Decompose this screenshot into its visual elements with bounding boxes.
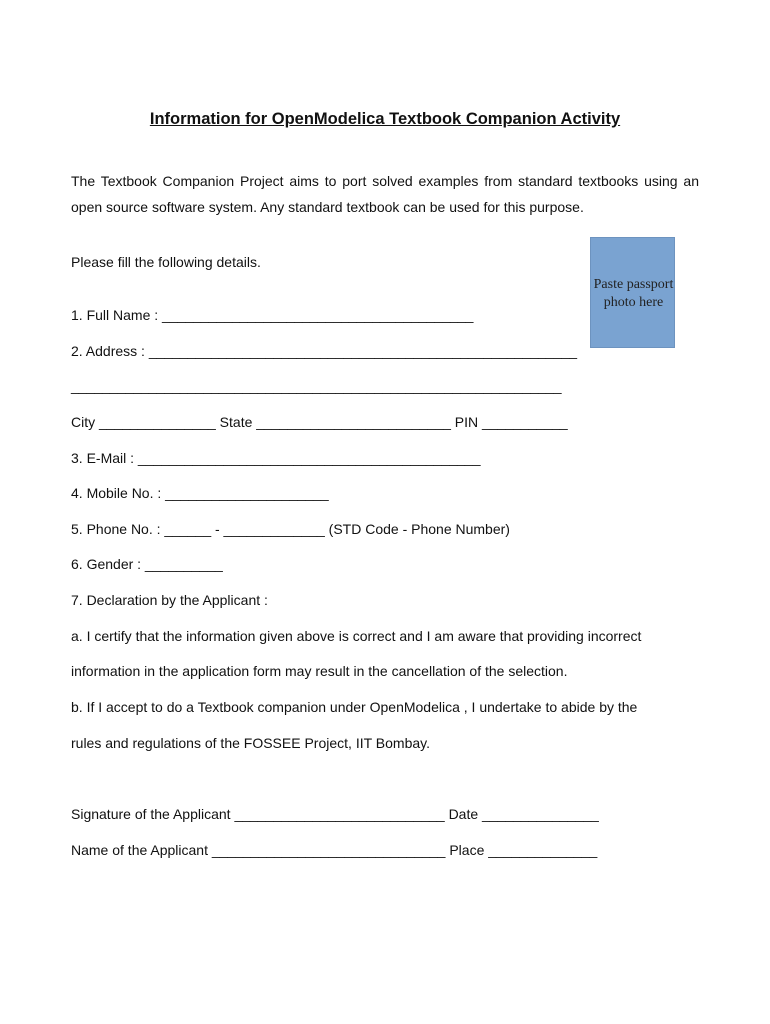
intro-paragraph: The Textbook Companion Project aims to port solved examples from standard textbooks using an open source software system. Any standard textbook can be used for this purpose.	[71, 173, 699, 215]
gender-field[interactable]: 6. Gender : __________	[71, 556, 223, 572]
declaration-a-line-2: information in the application form may result in the cancellation of the selection.	[71, 663, 568, 679]
declaration-heading: 7. Declaration by the Applicant :	[71, 592, 268, 608]
signature-date-field[interactable]: Signature of the Applicant ___________________________ Date _______________	[71, 806, 599, 822]
declaration-b-line-2: rules and regulations of the FOSSEE Project, IIT Bombay.	[71, 735, 430, 751]
email-field[interactable]: 3. E-Mail : ____________________________________________	[71, 450, 481, 466]
name-place-field[interactable]: Name of the Applicant ______________________________ Place ______________	[71, 842, 598, 858]
address-line-2-field[interactable]: _______________________________________________________________	[71, 378, 562, 394]
phone-field[interactable]: 5. Phone No. : ______ - _____________ (STD Code - Phone Number)	[71, 521, 510, 537]
mobile-field[interactable]: 4. Mobile No. : _____________________	[71, 485, 329, 501]
declaration-a-line-1: a. I certify that the information given above is correct and I am aware that providing incorrect	[71, 628, 642, 644]
city-state-pin-field[interactable]: City _______________ State _________________________ PIN ___________	[71, 414, 568, 430]
address-field[interactable]: 2. Address : _______________________________________________________	[71, 343, 578, 359]
passport-photo-box	[590, 237, 675, 348]
instruction-text: Please fill the following details.	[71, 254, 261, 270]
page-title: Information for OpenModelica Textbook Companion Activity	[149, 110, 621, 128]
full-name-field[interactable]: 1. Full Name : ________________________________________	[71, 307, 474, 323]
photo-placeholder-text: Paste passport photo here	[593, 277, 674, 310]
declaration-b-line-1: b. If I accept to do a Textbook companion under OpenModelica , I undertake to abide by the	[71, 699, 638, 715]
